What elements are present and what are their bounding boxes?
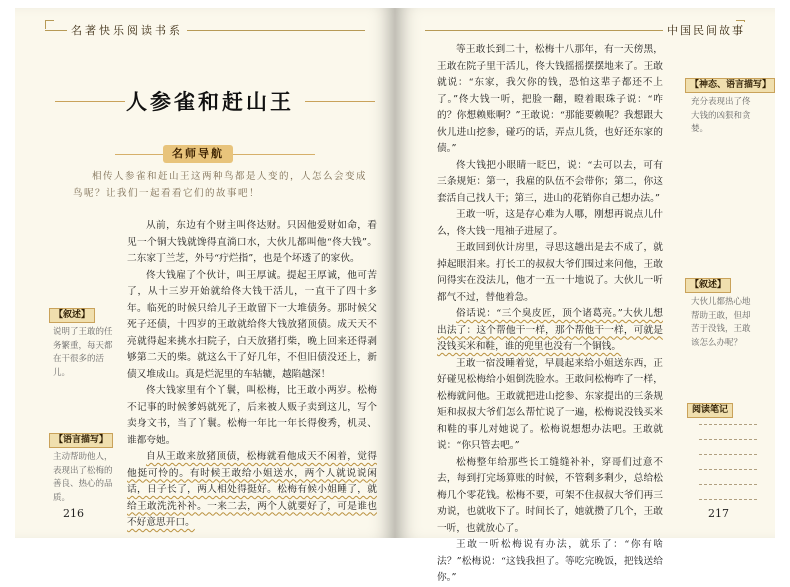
title-ornament-right [305, 101, 375, 102]
paragraph: 松梅整年给那些长工缝缝补补，穿哥们过意不去，每到打完场算账的时候，不管剩多剩少，总给松梅几个零花钱。松梅不要，可架不住叔叔大爷们再三劝说，也就收下了。时间长了，她就攒了几个，王敢一听，也就放心了。 [437, 456, 663, 534]
page-number: 216 [63, 507, 84, 520]
paragraph: 俗话说：“三个臭皮匠，顶个诸葛亮。”大伙儿想出法了：这个帮他干一样，那个帮他干一样，可就是没钱买米和鞋，谁的兜里也没有一个铜钱。 [437, 308, 663, 352]
note-text: 充分表现出了佟大钱的凶狠和贪婪。 [691, 97, 751, 134]
paragraph: 佟大钱把小眼睛一眨巴，说：“去可以去，可有三条规矩：第一，我雇的队伍不会带你；第二，你这套活自己找人干；第三，进山的花销你自己想办法。” [437, 159, 663, 204]
note-text: 说明了王敢的任务繁重，每天都在干很多的活儿。 [53, 327, 113, 378]
paragraph: 王敢一听松梅说有办法，就乐了：“你有啥法？”松梅说：“这钱我担了。等吃完晚饭，把钱送给你。” [437, 539, 663, 583]
chapter-title: 人参雀和赶山王 [126, 89, 294, 114]
guide-label: 名师导航 [163, 145, 233, 163]
series-title: 名著快乐阅读书系 [67, 22, 187, 38]
note-tag: 【叙述】 [49, 308, 95, 323]
note-text: 主动帮助他人，表现出了松梅的善良、热心的品质。 [53, 452, 113, 503]
left-body [127, 218, 377, 532]
right-body [437, 42, 663, 587]
paragraph: 自从王敢来放猪顶债，松梅就看他成天不闲着，觉得他挺可怜的。有时候王敢给小姐送水，两个人就说说闲话，日子长了，两人相处得挺好。松梅有候小姐睡了，就给王敢洗洗补补。一来二去，两个人就要好了，可是谁也不好意思开口。 [127, 451, 377, 528]
notebook-label: 阅读笔记 [687, 403, 733, 418]
series-title: 中国民间故事 [663, 22, 749, 38]
paragraph: 佟大钱雇了个伙计，叫王厚诚。提起王厚诚，他可苦了，从十三岁开始就给佟大钱干活儿，一直干了四十多年。临死的时候只给儿子王敢留下一大堆债务。那时候父死子还债，十四岁的王敢就给佟大钱放猪顶债。成天天不亮就得起来挑水扫院子，白天放猪打柴，晚上回来还得剥够第二天的柴。就这么干了好几年，不但旧债没还上，新债又堆成山。真是烂泥里的车轱辘，越陷越深！ [127, 269, 377, 380]
book-spread [15, 8, 775, 583]
note-text: 大伙儿都热心地帮助王敢，但却苦于没钱，王敢该怎么办呢？ [691, 297, 751, 348]
paragraph: 王敢一听，这是存心难为人哪，刚想再说点儿什么，佟大钱一甩袖子进屋了。 [437, 209, 663, 237]
page-number: 217 [708, 507, 729, 520]
paragraph: 王敢一宿没睡着觉，早晨起来给小姐送东西，正好碰见松梅给小姐倒洗脸水。王敢问松梅咋了一样，松梅就问他。王敢就把进山挖参、东家提出的三条规矩和叔叔大爷们怎么帮忙说了一遍，松梅说没钱买米和鞋的事儿对她说了。松梅说想想办法吧。王敢就说：“你只管去吧。” [437, 357, 663, 451]
note-tag: 【叙述】 [685, 278, 731, 293]
note-tag: 【神态、语言描写】 [685, 78, 775, 93]
notebook-lines [699, 423, 757, 513]
corner-ornament [45, 20, 54, 29]
paragraph: 佟大钱家里有个丫鬟，叫松梅，比王敢小两岁。松梅不记事的时候爹妈就死了，后来被人贩子卖到这儿，写个卖身文书，当了丫鬟。松梅一年比一年长得俊秀，机灵、谁都夸她。 [127, 385, 377, 446]
note-tag: 【语言描写】 [49, 433, 113, 448]
right-page [395, 8, 775, 583]
paragraph: 王敢回到伙计房里，寻思这趟出是去不成了，就掉起眼泪来。打长工的叔叔大爷们围过来问他，王敢问得实在没法儿，他才一五一十地说了。大伙儿一听都气不过，替他着急。 [437, 242, 663, 303]
guide-text: 相传人参雀和赶山王这两种鸟都是人变的，人怎么会变成鸟呢？让我们一起看看它们的故事吧！ [73, 171, 368, 199]
title-ornament-left [55, 101, 125, 102]
paragraph: 等王敢长到二十，松梅十八那年，有一天傍黑，王敢在院子里干活儿，佟大钱摇摇摆摆地来了。王敢就说：“东家，我欠你的钱，恐怕这辈子都还不上了。”佟大钱一听，把脸一翻，瞪着眼珠子说：“咋的？你想赖账啊？”王敢说：“那能要赖呢？我想跟大伙儿进山挖参，碰巧的话，弄点儿货，也好还东家的债。” [437, 44, 663, 154]
left-page [15, 8, 395, 538]
paragraph: 从前，东边有个财主叫佟达财。只因他爱财如命，看见一个铜大钱就馋得直淌口水，大伙儿都叫他“佟大钱”。二东家丁兰芝，外号“疔烂指”，也是个坏透了的家伙。 [127, 220, 377, 264]
chapter-title-box [120, 86, 300, 118]
